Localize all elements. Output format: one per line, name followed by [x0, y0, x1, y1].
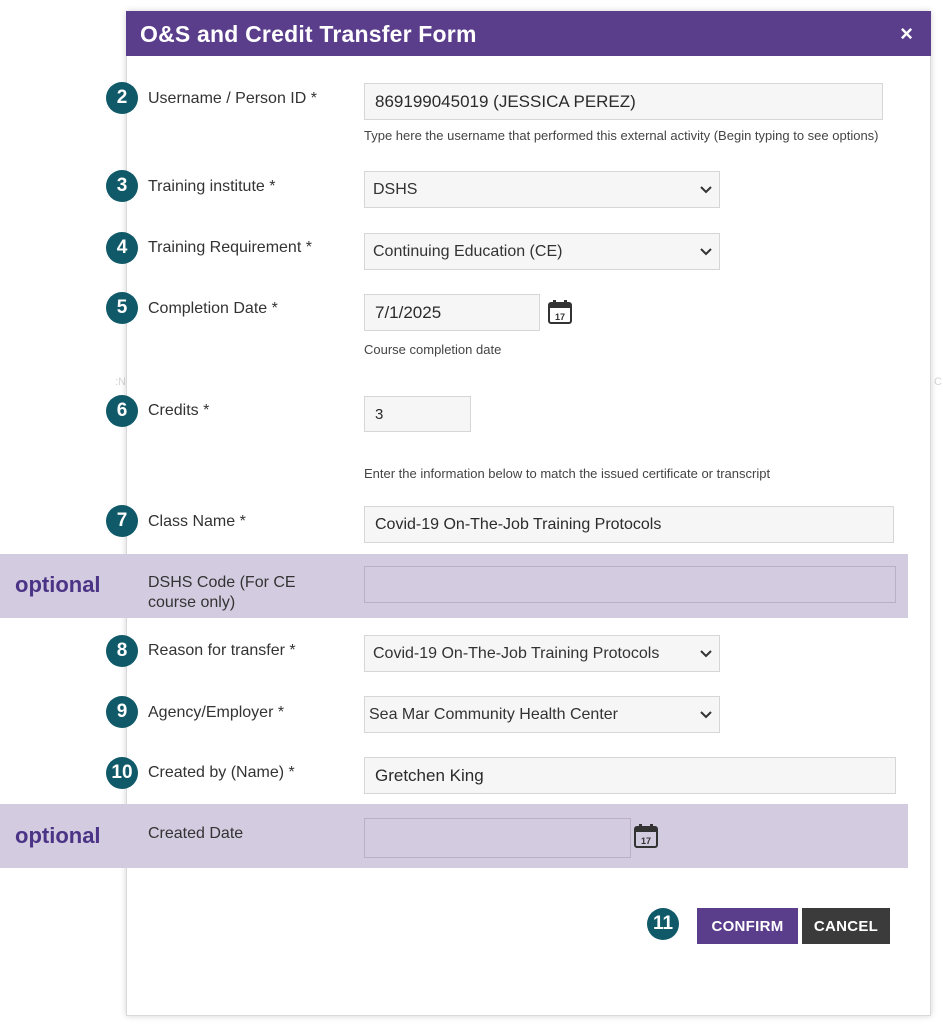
dshs-code-label-line1: DSHS Code (For CE	[148, 574, 296, 591]
credits-help: Enter the information below to match the issued certificate or transcript	[364, 466, 771, 481]
step-badge: 9	[106, 696, 138, 728]
training-requirement-label: Training Requirement *	[148, 239, 312, 256]
dshs-code-input[interactable]	[364, 566, 896, 603]
cancel-button[interactable]: CANCEL	[802, 908, 890, 944]
modal-header	[126, 11, 931, 56]
background-fragment: :N	[115, 376, 126, 388]
step-badge: 8	[106, 635, 138, 667]
training-requirement-value: Continuing Education (CE)	[373, 242, 563, 260]
training-requirement-select[interactable]	[364, 233, 720, 270]
training-institute-value: DSHS	[373, 180, 418, 198]
close-icon[interactable]: ×	[900, 21, 913, 46]
modal-title: O&S and Credit Transfer Form	[140, 21, 477, 47]
optional-tag: optional	[15, 823, 101, 848]
calendar-icon[interactable]	[547, 299, 573, 325]
credits-input[interactable]: 3	[364, 396, 471, 432]
chevron-down-icon	[699, 707, 713, 721]
dshs-code-label	[148, 573, 296, 613]
created-by-label: Created by (Name) *	[148, 764, 295, 781]
completion-date-help: Course completion date	[364, 342, 502, 357]
username-label: Username / Person ID *	[148, 90, 317, 107]
credits-label: Credits *	[148, 402, 210, 419]
class-name-input[interactable]: Covid-19 On-The-Job Training Protocols	[364, 506, 894, 543]
reason-label: Reason for transfer *	[148, 642, 296, 659]
dshs-code-label-line2: course only)	[148, 594, 236, 611]
created-by-input[interactable]: Gretchen King	[364, 757, 896, 794]
agency-value: Sea Mar Community Health Center	[369, 705, 618, 723]
completion-date-label: Completion Date *	[148, 300, 278, 317]
calendar-icon[interactable]	[633, 823, 659, 849]
confirm-button[interactable]: CONFIRM	[697, 908, 798, 944]
class-name-label: Class Name *	[148, 513, 246, 530]
reason-value: Covid-19 On-The-Job Training Protocols	[373, 644, 660, 662]
created-date-label: Created Date	[148, 825, 244, 842]
chevron-down-icon	[699, 244, 713, 258]
step-badge: 10	[106, 757, 138, 789]
chevron-down-icon	[699, 182, 713, 196]
optional-tag: optional	[15, 572, 101, 597]
step-badge: 7	[106, 505, 138, 537]
reason-select[interactable]	[364, 635, 720, 672]
agency-label: Agency/Employer *	[148, 704, 285, 721]
step-badge: 6	[106, 395, 138, 427]
training-institute-label: Training institute *	[148, 178, 276, 195]
step-badge: 4	[106, 232, 138, 264]
agency-select[interactable]	[364, 696, 720, 733]
step-badge: 11	[647, 908, 679, 940]
username-help: Type here the username that performed this external activity (Begin typing to see options)	[364, 128, 879, 143]
chevron-down-icon	[699, 646, 713, 660]
background-fragment: C	[934, 376, 942, 388]
step-badge: 3	[106, 170, 138, 202]
calendar-day-text: 17	[554, 312, 566, 322]
step-badge: 5	[106, 292, 138, 324]
step-badge: 2	[106, 82, 138, 114]
completion-date-input[interactable]: 7/1/2025	[364, 294, 540, 331]
username-input[interactable]: 869199045019 (JESSICA PEREZ)	[364, 83, 883, 120]
created-date-input[interactable]	[364, 818, 631, 858]
training-institute-select[interactable]	[364, 171, 720, 208]
calendar-day-text: 17	[640, 836, 652, 846]
